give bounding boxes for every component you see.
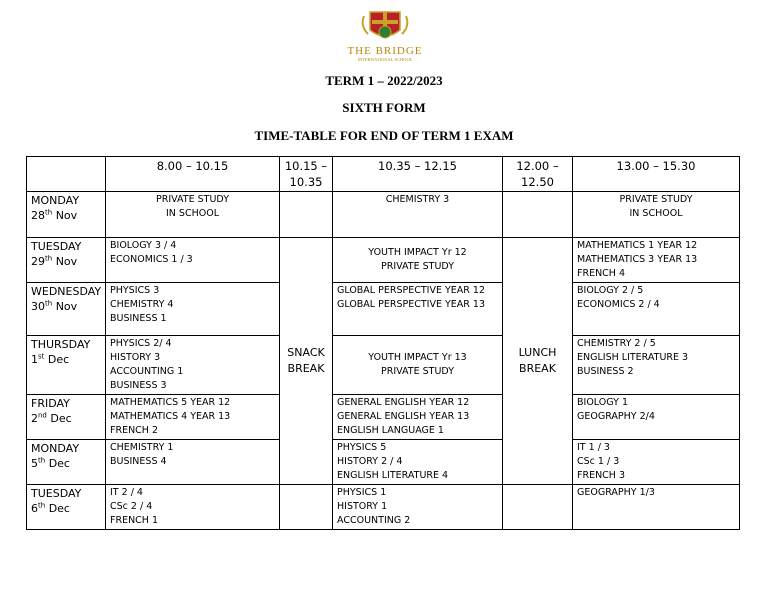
exam-entry: PRIVATE STUDY: [156, 194, 229, 205]
exam-entry: CHEMISTRY 1: [110, 442, 174, 453]
day-name: WEDNESDAY: [31, 285, 102, 298]
exam-entry: PRIVATE STUDY: [381, 261, 454, 272]
table-row: [27, 440, 740, 485]
exam-slot: [106, 238, 280, 283]
day-date: [31, 501, 101, 516]
exam-slot: [573, 192, 740, 238]
exam-entry: ENGLISH LITERATURE 3: [577, 352, 689, 363]
date-number: 30: [31, 300, 45, 313]
exam-entry: GLOBAL PERSPECTIVE YEAR 12: [337, 285, 485, 296]
table-row: [27, 238, 740, 283]
column-header: 12.00 – 12.50: [503, 157, 573, 192]
day-cell: [27, 238, 106, 283]
exam-entry: ACCOUNTING 1: [110, 366, 184, 377]
exam-slot: [573, 485, 740, 530]
table-row: [27, 485, 740, 530]
exam-entry: HISTORY 2 / 4: [337, 456, 403, 467]
date-month: Dec: [47, 353, 70, 366]
exam-entry: YOUTH IMPACT Yr 12: [368, 247, 467, 258]
exam-entry: MATHEMATICS 4 YEAR 13: [110, 411, 231, 422]
exam-entry: PRIVATE STUDY: [619, 194, 693, 205]
day-name: THURSDAY: [31, 338, 91, 351]
exam-entry: HISTORY 1: [337, 501, 388, 512]
empty-break-cell: [280, 485, 333, 530]
timetable-title: TIME-TABLE FOR END OF TERM 1 EXAM: [254, 128, 514, 143]
day-date: [31, 352, 101, 367]
exam-slot: [573, 440, 740, 485]
exam-entry: FRENCH 2: [110, 425, 159, 436]
exam-entry: CHEMISTRY 3: [385, 194, 450, 205]
exam-entry: GENERAL ENGLISH YEAR 13: [337, 411, 470, 422]
exam-entry: GEOGRAPHY 2/4: [577, 411, 655, 422]
date-number: 2: [31, 412, 38, 425]
exam-timetable: [26, 156, 740, 530]
exam-slot: [573, 283, 740, 336]
exam-slot: [573, 395, 740, 440]
date-number: 6: [31, 502, 38, 515]
day-cell: [27, 336, 106, 395]
day-name: MONDAY: [31, 194, 80, 207]
exam-slot: [573, 336, 740, 395]
empty-break-cell: [503, 485, 573, 530]
exam-entry: YOUTH IMPACT Yr 13: [368, 352, 467, 363]
exam-entry: FRENCH 4: [577, 268, 626, 279]
exam-entry: IN SCHOOL: [629, 208, 683, 219]
column-header: 10.15 – 10.35: [280, 157, 333, 192]
exam-entry: CHEMISTRY 4: [110, 299, 174, 310]
exam-slot: [333, 440, 503, 485]
column-header: 8.00 – 10.15: [106, 157, 280, 192]
day-cell: [27, 283, 106, 336]
date-month: Dec: [50, 412, 72, 425]
day-date: [31, 208, 101, 223]
exam-entry: HISTORY 3: [110, 352, 161, 363]
day-cell: [27, 192, 106, 238]
day-name: TUESDAY: [31, 487, 82, 500]
term-heading: TERM 1 – 2022/2023: [325, 73, 443, 88]
table-row: [27, 192, 740, 238]
exam-slot: [106, 395, 280, 440]
date-suffix: th: [45, 254, 53, 263]
exam-slot: [333, 192, 503, 238]
exam-entry: PHYSICS 5: [337, 442, 387, 453]
exam-slot: [106, 192, 280, 238]
column-header: [27, 157, 106, 192]
exam-entry: BUSINESS 3: [110, 380, 167, 391]
exam-entry: IT 2 / 4: [110, 487, 143, 498]
day-cell: [27, 440, 106, 485]
empty-break-cell: [503, 192, 573, 238]
table-row: [27, 395, 740, 440]
day-date: [31, 254, 101, 269]
exam-entry: ENGLISH LANGUAGE 1: [337, 425, 444, 436]
svg-text:THE BRIDGE: THE BRIDGE: [347, 45, 423, 57]
exam-entry: BIOLOGY 2 / 5: [577, 285, 644, 296]
exam-entry: IT 1 / 3: [577, 442, 610, 453]
exam-entry: CSc 1 / 3: [577, 456, 620, 467]
exam-entry: ECONOMICS 2 / 4: [577, 299, 660, 310]
column-header: 13.00 – 15.30: [573, 157, 740, 192]
table-row: [27, 283, 740, 336]
date-month: Dec: [48, 502, 70, 515]
lunch-break: LUNCH BREAK: [503, 238, 573, 485]
exam-entry: PHYSICS 3: [110, 285, 160, 296]
day-name: TUESDAY: [31, 240, 82, 253]
exam-slot: [106, 440, 280, 485]
day-cell: [27, 485, 106, 530]
exam-slot: [106, 336, 280, 395]
exam-entry: ACCOUNTING 2: [337, 515, 411, 526]
exam-slot: [106, 283, 280, 336]
exam-entry: CSc 2 / 4: [110, 501, 153, 512]
date-month: Dec: [48, 457, 70, 470]
day-date: [31, 411, 101, 426]
date-suffix: th: [38, 501, 46, 510]
date-suffix: th: [45, 208, 53, 217]
empty-break-cell: [280, 192, 333, 238]
exam-entry: BUSINESS 1: [110, 313, 167, 324]
date-number: 5: [31, 457, 38, 470]
exam-entry: MATHEMATICS 3 YEAR 13: [577, 254, 698, 265]
day-date: [31, 299, 101, 314]
exam-entry: BIOLOGY 3 / 4: [110, 240, 177, 251]
date-number: 29: [31, 255, 45, 268]
date-month: Nov: [55, 209, 78, 222]
exam-entry: CHEMISTRY 2 / 5: [577, 338, 656, 349]
form-heading: SIXTH FORM: [342, 100, 426, 115]
table-row: [27, 336, 740, 395]
exam-entry: GLOBAL PERSPECTIVE YEAR 13: [337, 299, 485, 310]
date-suffix: st: [38, 352, 45, 361]
exam-entry: IN SCHOOL: [166, 208, 219, 219]
exam-entry: MATHEMATICS 5 YEAR 12: [110, 397, 231, 408]
exam-entry: GENERAL ENGLISH YEAR 12: [337, 397, 470, 408]
exam-slot: [333, 336, 503, 395]
header-row: [27, 157, 740, 192]
exam-slot: [106, 485, 280, 530]
exam-entry: BUSINESS 2: [577, 366, 634, 377]
exam-slot: [333, 283, 503, 336]
exam-entry: ECONOMICS 1 / 3: [110, 254, 193, 265]
day-name: MONDAY: [31, 442, 80, 455]
exam-entry: FRENCH 3: [577, 470, 626, 481]
svg-text:INTERNATIONAL SCHOOL: INTERNATIONAL SCHOOL: [357, 57, 413, 62]
date-month: Nov: [55, 255, 78, 268]
date-number: 1: [31, 353, 38, 366]
exam-entry: BUSINESS 4: [110, 456, 167, 467]
exam-entry: FRENCH 1: [110, 515, 159, 526]
column-header: 10.35 – 12.15: [333, 157, 503, 192]
date-number: 28: [31, 209, 45, 222]
exam-entry: PHYSICS 2/ 4: [110, 338, 172, 349]
exam-slot: [333, 395, 503, 440]
school-logo: [330, 8, 440, 64]
day-cell: [27, 395, 106, 440]
snack-break: SNACK BREAK: [280, 238, 333, 485]
exam-entry: PRIVATE STUDY: [381, 366, 454, 377]
exam-slot: [333, 485, 503, 530]
day-date: [31, 456, 101, 471]
exam-entry: ENGLISH LITERATURE 4: [337, 470, 449, 481]
exam-entry: MATHEMATICS 1 YEAR 12: [577, 240, 698, 251]
date-suffix: th: [45, 299, 53, 308]
exam-entry: GEOGRAPHY 1/3: [577, 487, 655, 498]
date-month: Nov: [55, 300, 78, 313]
exam-entry: PHYSICS 1: [337, 487, 387, 498]
exam-slot: [573, 238, 740, 283]
exam-entry: BIOLOGY 1: [577, 397, 628, 408]
date-suffix: nd: [38, 411, 47, 420]
date-suffix: th: [38, 456, 46, 465]
day-name: FRIDAY: [31, 397, 70, 410]
exam-slot: [333, 238, 503, 283]
